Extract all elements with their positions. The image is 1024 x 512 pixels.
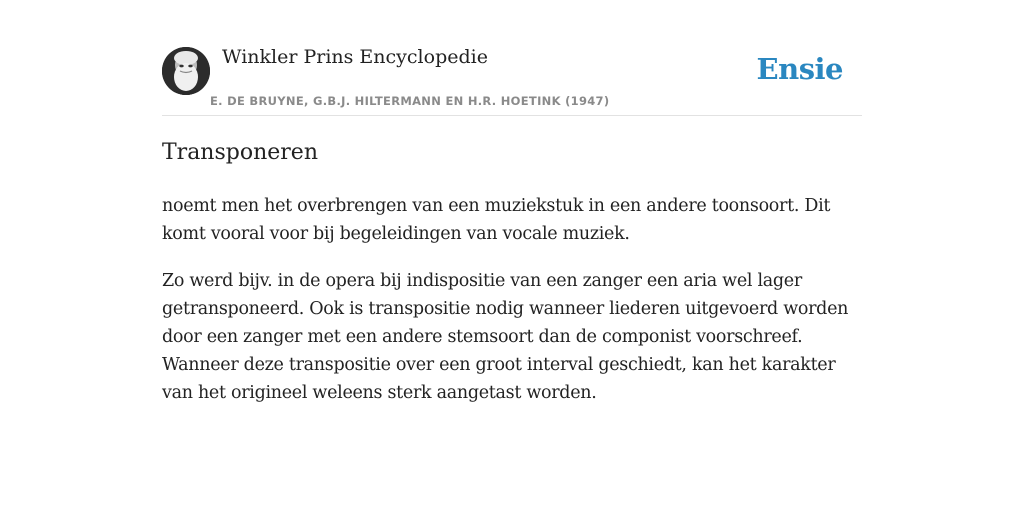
article-paragraph: noemt men het overbrengen van een muziekstuk in een andere toonsoort. Dit komt vooral voor bij begeleidingen van vocale muziek. — [162, 196, 831, 244]
author-avatar[interactable] — [162, 47, 210, 95]
header — [162, 0, 862, 116]
article-term: Transponeren — [162, 140, 318, 165]
brand-logo[interactable]: Ensie — [756, 52, 843, 86]
source-title-link[interactable]: Winkler Prins Encyclopedie — [222, 46, 488, 68]
portrait-icon — [162, 47, 210, 95]
article-body — [162, 192, 862, 426]
article-paragraph: Zo werd bijv. in de opera bij indispositie van een zanger een aria wel lager getransponeerd. Ook is transpositie nodig wanneer liederen uitgevoerd worden door een zanger met een andere stemsoort dan de componist voorschreef. Wanneer deze transpositie over een groot interval geschiedt, kan het karakter van het origineel weleens sterk aangetast worden. — [162, 271, 849, 403]
page — [162, 0, 862, 403]
authors-line: E. DE BRUYNE, G.B.J. HILTERMANN EN H.R. HOETINK (1947) — [210, 94, 610, 108]
